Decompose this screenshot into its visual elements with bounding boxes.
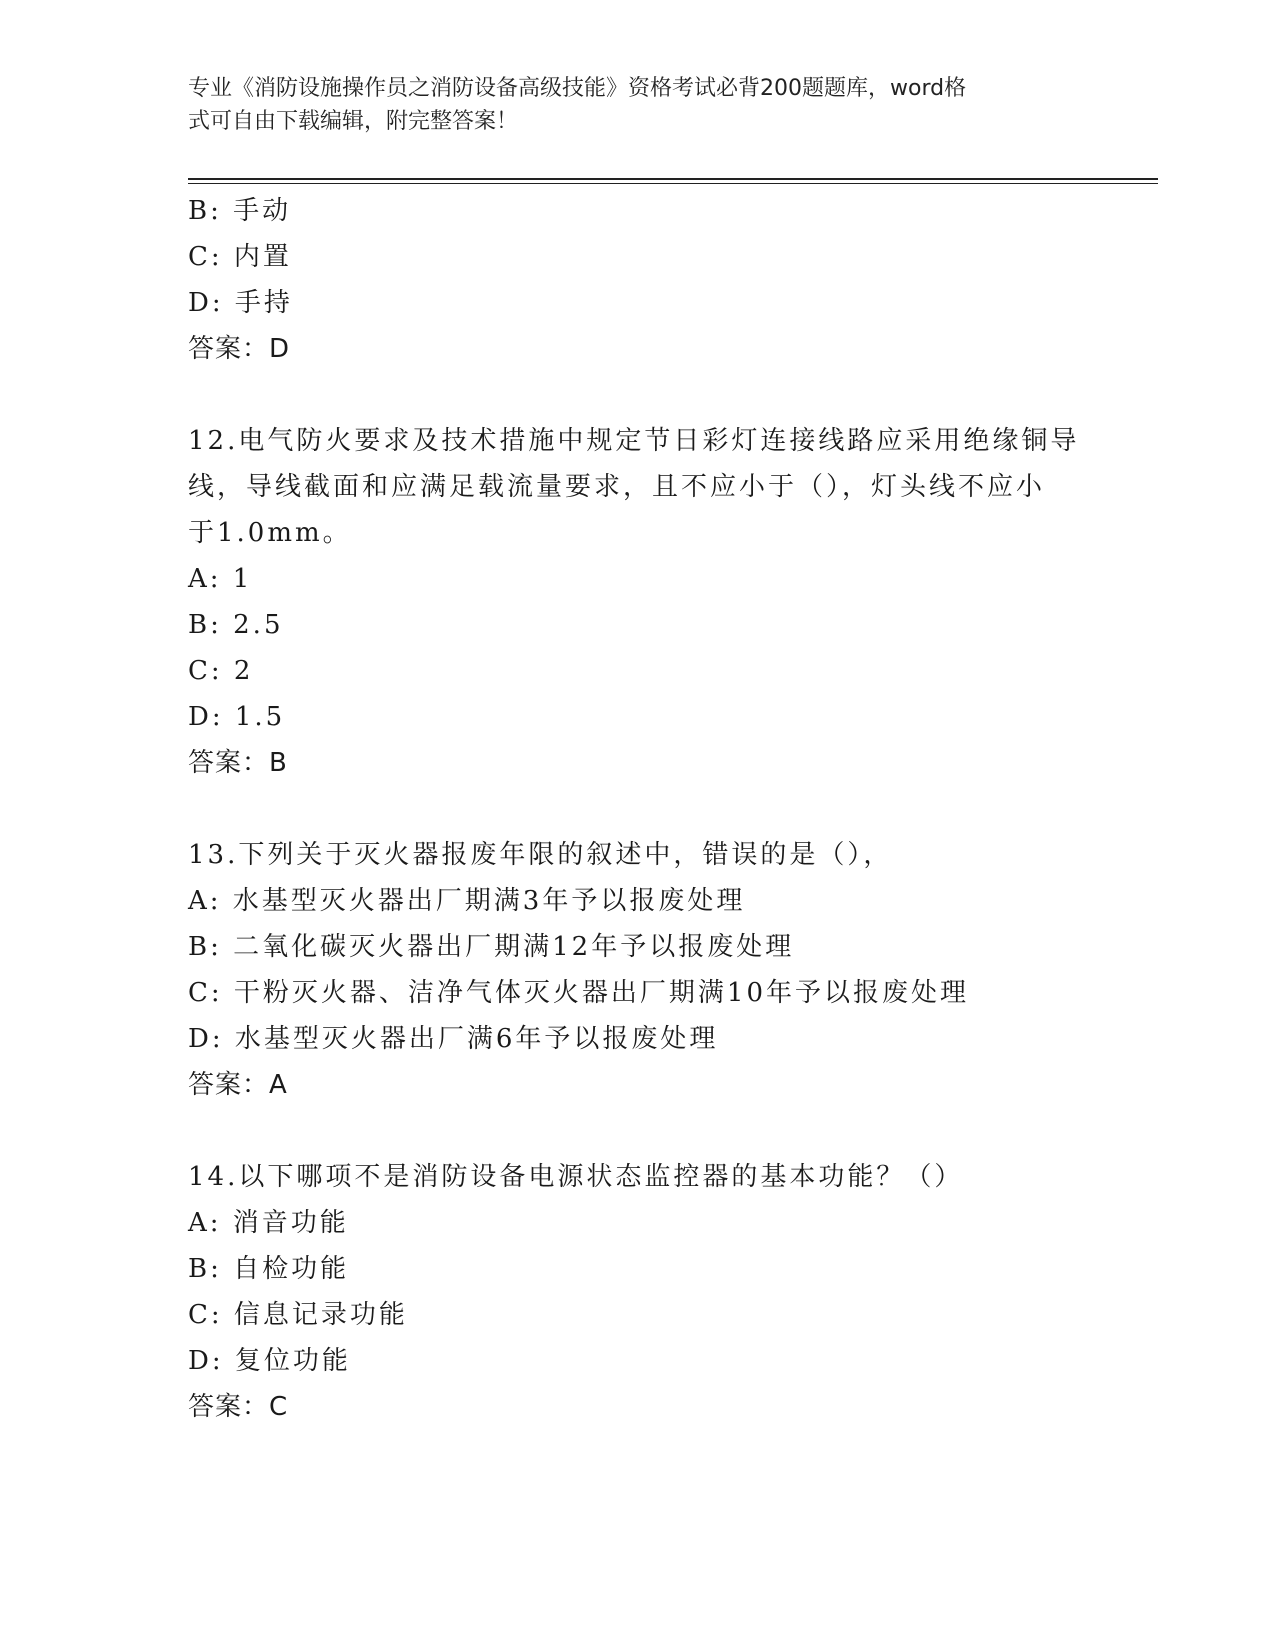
- question-text-line: 于1.0mm。: [188, 518, 352, 548]
- option-b: B: 手动: [188, 196, 292, 226]
- option-d: D: 1.5: [188, 702, 286, 732]
- option-d: D: 手持: [188, 288, 293, 318]
- question-12: [188, 418, 1088, 786]
- question-14: [188, 1154, 1088, 1430]
- question-text-line: 12.电气防火要求及技术措施中规定节日彩灯连接线路应采用绝缘铜导: [188, 426, 1080, 456]
- option-c: C: 2: [188, 656, 254, 686]
- option-c: C: 干粉灭火器、洁净气体灭火器出厂期满10年予以报废处理: [188, 978, 970, 1008]
- spacer: [188, 372, 1088, 418]
- question-13: [188, 832, 1088, 1108]
- question-text-line: 14.以下哪项不是消防设备电源状态监控器的基本功能？（）: [188, 1162, 964, 1192]
- option-c: C: 信息记录功能: [188, 1300, 408, 1330]
- header-title-line-1: 专业《消防设施操作员之消防设备高级技能》资格考试必背200题题库，word格: [188, 76, 967, 101]
- answer-line: 答案：C: [188, 1392, 289, 1422]
- question-text-line: 13.下列关于灭火器报废年限的叙述中，错误的是（），: [188, 840, 893, 870]
- option-d: D: 复位功能: [188, 1346, 351, 1376]
- option-b: B: 自检功能: [188, 1254, 350, 1284]
- option-d: D: 水基型灭火器出厂满6年予以报废处理: [188, 1024, 719, 1054]
- question-text-line: 线，导线截面和应满足载流量要求，且不应小于（），灯头线不应小: [188, 472, 1046, 502]
- option-b: B: 2.5: [188, 610, 284, 640]
- spacer: [188, 1108, 1088, 1154]
- option-b: B: 二氧化碳灭火器出厂期满12年予以报废处理: [188, 932, 795, 962]
- answer-line: 答案：D: [188, 334, 291, 364]
- answer-line: 答案：A: [188, 1070, 288, 1100]
- option-a: A: 1: [188, 564, 253, 594]
- option-a: A: 水基型灭火器出厂期满3年予以报废处理: [188, 886, 746, 916]
- document-header: [188, 72, 1068, 138]
- option-c: C: 内置: [188, 242, 292, 272]
- spacer: [188, 786, 1088, 832]
- question-11: [188, 188, 1088, 372]
- option-a: A: 消音功能: [188, 1208, 349, 1238]
- answer-line: 答案：B: [188, 748, 288, 778]
- header-title-line-2: 式可自由下载编辑，附完整答案！: [188, 109, 519, 134]
- question-list: [188, 188, 1088, 1430]
- header-divider-thick: [188, 178, 1158, 180]
- header-divider-thin: [188, 183, 1158, 184]
